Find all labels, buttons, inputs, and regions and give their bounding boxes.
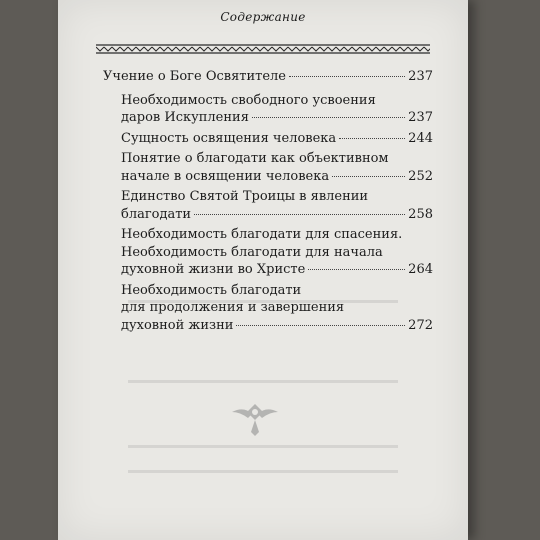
page-header-title: Содержание xyxy=(220,10,306,24)
toc-entry-line xyxy=(121,168,433,186)
toc-entry-line xyxy=(121,206,433,224)
toc-entry-line xyxy=(121,261,433,279)
leader-dots xyxy=(308,269,405,270)
toc-page-number: 244 xyxy=(408,130,433,146)
toc-page-number: 258 xyxy=(408,206,433,222)
toc-page-number: 237 xyxy=(408,110,433,125)
toc-entry-title: Учение о Боге Освятителе xyxy=(103,69,286,84)
toc-entry[interactable] xyxy=(103,282,433,335)
leader-dots xyxy=(289,76,405,77)
toc-entry-line xyxy=(121,130,433,148)
toc-page-number: 252 xyxy=(408,168,433,184)
toc-entry-title: благодати xyxy=(121,206,192,222)
toc-page-number: 272 xyxy=(408,317,433,333)
toc-entry-title-line: для продолжения и завершения xyxy=(121,300,345,315)
leader-dots xyxy=(252,117,405,118)
toc-entry-line xyxy=(121,317,433,335)
toc-entry[interactable] xyxy=(103,130,433,148)
toc-entry-title-line: Необходимость благодати для начала xyxy=(121,244,383,260)
leader-dots xyxy=(236,325,405,326)
toc-entry[interactable] xyxy=(103,150,433,185)
leader-dots xyxy=(339,138,405,139)
toc-entry[interactable] xyxy=(103,188,433,223)
bleed-through-line xyxy=(128,470,398,473)
book-page xyxy=(58,0,468,540)
toc-page-number: 237 xyxy=(408,69,433,84)
toc-entry-title-line: Понятие о благодати как объективном xyxy=(121,151,389,166)
toc-entry-title: Сущность освящения человека xyxy=(121,130,337,146)
toc-entry-title: начале в освящении человека xyxy=(121,168,330,184)
toc-entry-title: духовной жизни во Христе xyxy=(121,262,306,277)
dove-emblem-icon xyxy=(228,398,282,438)
leader-dots xyxy=(194,214,405,215)
toc-entry-title: даров Искупления xyxy=(121,110,249,125)
toc-entry[interactable] xyxy=(103,92,433,127)
ornamental-rule-icon xyxy=(96,43,430,55)
bleed-through-line xyxy=(128,445,398,448)
toc-entry-title-line: Необходимость свободного усвоения xyxy=(121,92,376,108)
bleed-through-line xyxy=(128,380,398,383)
toc-entry-title-line: Необходимость благодати для спасения. xyxy=(121,227,403,242)
leader-dots xyxy=(332,176,405,177)
toc-entry-title-line: Единство Святой Троицы в явлении xyxy=(121,189,369,204)
toc-entry[interactable] xyxy=(103,226,433,279)
toc-entry[interactable] xyxy=(103,68,433,86)
toc-entry-title: духовной жизни xyxy=(121,317,234,333)
toc-entry-title-line: Необходимость благодати xyxy=(121,282,302,298)
toc-entry-line xyxy=(103,68,433,86)
toc-page-number: 264 xyxy=(408,262,433,277)
toc-entry-line xyxy=(121,109,433,127)
table-of-contents xyxy=(103,68,433,337)
